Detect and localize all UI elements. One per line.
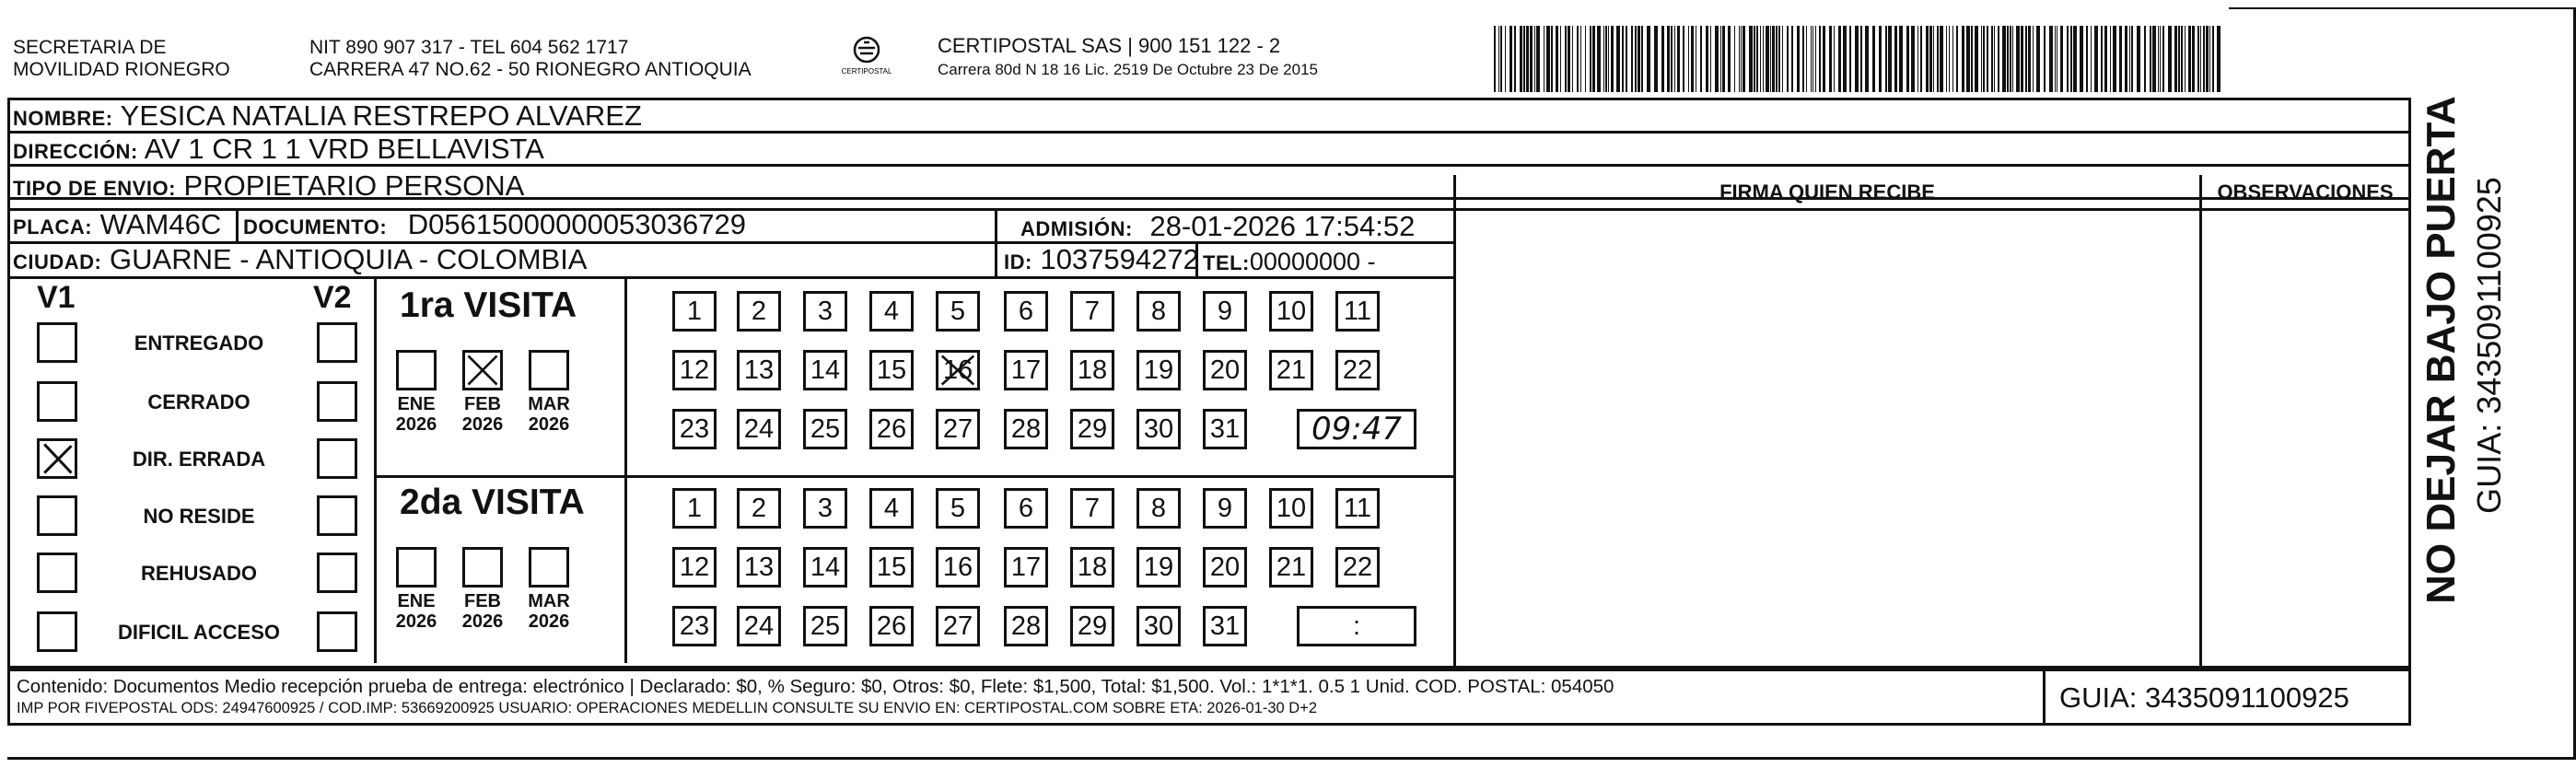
day-box[interactable] [737, 606, 781, 646]
day-number: 23 [679, 414, 710, 444]
placa-value: WAM46C [99, 208, 222, 240]
day-box[interactable] [672, 350, 717, 390]
day-number: 16 [942, 553, 973, 582]
month-label [384, 591, 449, 632]
day-number: 8 [1150, 297, 1167, 326]
side-warning: NO DEJAR BAJO PUERTA [2419, 96, 2464, 604]
day-number: 15 [876, 355, 907, 385]
visit-split-rule [374, 475, 1453, 478]
day-box[interactable] [869, 350, 914, 390]
tel-label: TEL: [1203, 251, 1250, 274]
day-number: 3 [817, 297, 833, 326]
day-box[interactable] [936, 547, 980, 588]
status-v1-checkbox[interactable] [37, 611, 77, 652]
id-value: 1037594272 [1040, 243, 1199, 275]
day-box[interactable] [869, 409, 914, 449]
day-box[interactable] [737, 547, 781, 588]
month-label [450, 394, 515, 435]
day-box[interactable] [1335, 547, 1380, 588]
courier-line1: CERTIPOSTAL SAS | 900 151 122 - 2 [938, 34, 1281, 57]
check-x-icon [465, 353, 500, 388]
ciudad-label: CIUDAD: [13, 250, 102, 273]
day-box[interactable] [1269, 547, 1313, 588]
day-box[interactable] [1269, 291, 1313, 332]
bottom-rule [7, 757, 2576, 760]
month-checkbox[interactable] [462, 547, 503, 588]
day-number: 22 [1342, 355, 1373, 385]
barcode [1494, 26, 2221, 92]
footer-line2: IMP POR FIVEPOSTAL ODS: 24947600925 / COD.IMP: 53669200925 USUARIO: OPERACIONES MEDELLIN CONSULTE SU ENVIO EN: CERTIPOSTAL.COM SOBRE ETA: 2026-01-30 D+2 [17, 700, 1318, 716]
month-name: FEB [464, 394, 501, 414]
day-number: 18 [1077, 355, 1108, 385]
month-checkbox[interactable] [462, 350, 503, 390]
day-box[interactable] [803, 488, 847, 529]
day-number: 15 [876, 553, 907, 582]
day-number: 10 [1276, 494, 1307, 523]
day-number: 4 [883, 494, 900, 523]
day-number: 4 [883, 297, 900, 326]
day-box[interactable] [803, 547, 847, 588]
day-box[interactable] [1004, 547, 1048, 588]
day-number: 31 [1209, 414, 1241, 444]
day-box[interactable] [1070, 409, 1114, 449]
day-number: 26 [876, 414, 907, 444]
day-box[interactable] [672, 606, 717, 646]
day-number: 27 [942, 414, 973, 444]
day-box[interactable] [1203, 409, 1247, 449]
direccion-label: DIRECCIÓN: [13, 140, 138, 163]
visit1-title: 1ra VISITA [400, 285, 577, 325]
v2-label: V2 [313, 280, 352, 315]
admision-value: 28-01-2026 17:54:52 [1149, 210, 1416, 242]
day-box[interactable] [737, 350, 781, 390]
day-number: 1 [686, 297, 703, 326]
day-box[interactable] [1070, 350, 1114, 390]
month-label [517, 394, 581, 435]
check-x-icon [938, 353, 977, 388]
month-name: MAR [528, 591, 570, 611]
ciudad-value: GUARNE - ANTIOQUIA - COLOMBIA [110, 243, 588, 275]
day-box[interactable] [936, 350, 980, 390]
day-number: 1 [686, 494, 703, 523]
day-number: 24 [743, 414, 775, 444]
day-box[interactable] [869, 547, 914, 588]
day-number: 11 [1343, 494, 1372, 523]
courier-line2: Carrera 80d N 18 16 Lic. 2519 De Octubre 23 De 2015 [938, 61, 1318, 78]
day-box[interactable] [1136, 350, 1181, 390]
day-box[interactable] [1136, 488, 1181, 529]
month-checkbox[interactable] [396, 547, 437, 588]
day-number: 25 [810, 611, 841, 641]
documento-label: DOCUMENTO: [243, 215, 388, 239]
day-number: 9 [1217, 494, 1233, 523]
day-box[interactable] [1136, 606, 1181, 646]
day-box[interactable] [672, 409, 717, 449]
month-name: ENE [397, 394, 436, 414]
certipostal-logo [836, 33, 897, 81]
org-nit-line: NIT 890 907 317 - TEL 604 562 1717 [309, 37, 629, 58]
day-number: 3 [817, 494, 833, 523]
logo-text: CERTIPOSTAL [841, 67, 892, 76]
day-number: 25 [810, 414, 841, 444]
admision-label: ADMISIÓN: [1020, 217, 1133, 240]
status-option-label: CERRADO [147, 390, 251, 413]
day-box[interactable] [672, 291, 717, 332]
status-v1-checkbox[interactable] [37, 322, 77, 363]
status-v2-checkbox[interactable] [317, 553, 357, 593]
day-box[interactable] [1269, 488, 1313, 529]
nombre-value: YESICA NATALIA RESTREPO ALVAREZ [120, 99, 642, 132]
day-number: 21 [1276, 553, 1307, 582]
day-box[interactable] [1004, 606, 1048, 646]
day-box[interactable] [1203, 350, 1247, 390]
day-box[interactable] [1070, 291, 1114, 332]
org-name-line1: SECRETARIA DE [13, 37, 167, 58]
day-box[interactable] [1203, 291, 1247, 332]
direccion-value: AV 1 CR 1 1 VRD BELLAVISTA [144, 133, 544, 165]
day-number: 17 [1010, 553, 1042, 582]
day-number: 5 [950, 297, 966, 326]
month-year: 2026 [528, 611, 570, 632]
status-v1-checkbox[interactable] [37, 553, 77, 593]
day-number: 27 [942, 611, 973, 641]
day-number: 31 [1209, 611, 1241, 641]
month-checkbox[interactable] [529, 350, 569, 390]
status-v1-checkbox[interactable] [37, 381, 77, 422]
day-box[interactable] [1335, 291, 1380, 332]
day-box[interactable] [936, 606, 980, 646]
day-number: 13 [743, 355, 775, 385]
status-v1-checkbox[interactable] [37, 495, 77, 536]
day-box[interactable] [1004, 350, 1048, 390]
month-name: MAR [528, 394, 570, 414]
day-number: 12 [679, 355, 710, 385]
day-number: 17 [1010, 355, 1042, 385]
day-box[interactable] [1269, 350, 1313, 390]
month-year: 2026 [461, 414, 504, 435]
footer-guia: GUIA: 3435091100925 [2059, 681, 2349, 714]
day-box[interactable] [1070, 488, 1114, 529]
id-row [1004, 243, 1199, 279]
day-number: 2 [751, 297, 767, 326]
col-header-rule [1455, 208, 2411, 211]
status-option-label: DIR. ERRADA [132, 448, 266, 471]
status-option-label: REHUSADO [141, 562, 257, 585]
day-box[interactable] [869, 488, 914, 529]
org-name-line2: MOVILIDAD RIONEGRO [13, 59, 230, 80]
day-box[interactable] [936, 409, 980, 449]
admision-divider [995, 208, 997, 276]
day-box[interactable] [737, 488, 781, 529]
visit-mid-rule [624, 276, 627, 663]
day-number: 28 [1010, 414, 1042, 444]
time-value: : [1352, 611, 1361, 641]
firma-divider [1453, 175, 1456, 670]
day-box[interactable] [803, 606, 847, 646]
day-box[interactable] [803, 291, 847, 332]
tel-row [1203, 245, 1376, 280]
direccion-row [13, 133, 544, 169]
day-box[interactable] [1203, 547, 1247, 588]
ciudad-row [13, 243, 587, 279]
day-box[interactable] [672, 547, 717, 588]
placa-divider [236, 208, 239, 241]
day-number: 28 [1010, 611, 1042, 641]
day-number: 29 [1077, 414, 1108, 444]
day-number: 19 [1143, 553, 1174, 582]
day-number: 7 [1084, 494, 1101, 523]
day-box[interactable] [1004, 488, 1048, 529]
time-box[interactable] [1297, 409, 1416, 449]
day-box[interactable] [936, 488, 980, 529]
day-number: 7 [1084, 297, 1101, 326]
day-number: 13 [743, 553, 775, 582]
tel-value: 00000000 - [1249, 248, 1376, 275]
status-option-label: DIFICIL ACCESO [117, 621, 280, 644]
day-number: 9 [1217, 297, 1233, 326]
day-number: 19 [1143, 355, 1174, 385]
day-box[interactable] [803, 350, 847, 390]
day-box[interactable] [1136, 547, 1181, 588]
day-number: 21 [1276, 355, 1307, 385]
footer-divider [2043, 669, 2046, 726]
tipo-label: TIPO DE ENVIO: [13, 177, 176, 200]
status-v2-checkbox[interactable] [317, 322, 357, 363]
day-box[interactable] [1004, 409, 1048, 449]
day-box[interactable] [1136, 291, 1181, 332]
month-name: ENE [397, 591, 436, 611]
month-year: 2026 [461, 611, 504, 632]
status-v2-checkbox[interactable] [317, 381, 357, 422]
day-number: 14 [810, 553, 841, 582]
footer-line1: Contenido: Documentos Medio recepción prueba de entrega: electrónico | Declarado: $0, % Seguro: $0, Otros: $0, Flete: $1,500, Total: $1,500. Vol.: 1*1*1. 0.5 1 Unid. COD. POSTAL: 054050 [17, 676, 1614, 697]
day-box[interactable] [1070, 547, 1114, 588]
day-box[interactable] [869, 606, 914, 646]
day-box[interactable] [1004, 291, 1048, 332]
day-number: 16 [942, 355, 973, 385]
day-number: 14 [810, 355, 841, 385]
month-label [384, 394, 449, 435]
day-number: 11 [1343, 297, 1372, 326]
day-number: 30 [1143, 611, 1174, 641]
firma-header: FIRMA QUIEN RECIBE [1719, 180, 1935, 204]
time-box[interactable] [1297, 606, 1416, 646]
day-box[interactable] [1070, 606, 1114, 646]
documento-row [243, 208, 746, 244]
time-value: 09:47 [1311, 411, 1402, 448]
tipo-value: PROPIETARIO PERSONA [183, 169, 525, 202]
day-number: 12 [679, 553, 710, 582]
side-guia: GUIA: 3435091100925 [2470, 177, 2508, 514]
status-option-label: ENTREGADO [134, 332, 264, 355]
tipo-row [13, 169, 524, 205]
placa-label: PLACA: [13, 215, 93, 239]
day-number: 5 [950, 494, 966, 523]
day-box[interactable] [936, 291, 980, 332]
status-option-label: NO RESIDE [143, 505, 255, 528]
admision-row [1020, 210, 1415, 246]
status-v2-checkbox[interactable] [317, 438, 357, 479]
day-number: 8 [1150, 494, 1167, 523]
month-year: 2026 [395, 611, 437, 632]
day-box[interactable] [1335, 350, 1380, 390]
day-number: 2 [751, 494, 767, 523]
org-address-line: CARRERA 47 NO.62 - 50 RIONEGRO ANTIOQUIA [309, 59, 752, 80]
obs-divider [2199, 175, 2202, 670]
month-year: 2026 [528, 414, 570, 435]
month-year: 2026 [395, 414, 437, 435]
day-box[interactable] [869, 291, 914, 332]
nombre-row [13, 99, 642, 135]
day-box[interactable] [672, 488, 717, 529]
visit-left-rule [374, 276, 377, 663]
day-number: 29 [1077, 611, 1108, 641]
day-number: 23 [679, 611, 710, 641]
observaciones-header: OBSERVACIONES [2217, 180, 2394, 204]
day-number: 18 [1077, 553, 1108, 582]
day-box[interactable] [803, 409, 847, 449]
day-number: 26 [876, 611, 907, 641]
month-checkbox[interactable] [396, 350, 437, 390]
status-v2-checkbox[interactable] [317, 611, 357, 652]
month-label [517, 591, 581, 632]
day-box[interactable] [737, 291, 781, 332]
v1-label: V1 [37, 280, 76, 315]
status-v1-checkbox[interactable] [37, 438, 77, 479]
month-name: FEB [464, 591, 501, 611]
day-number: 22 [1342, 553, 1373, 582]
day-number: 6 [1018, 297, 1034, 326]
top-rule [2229, 7, 2576, 9]
day-number: 20 [1209, 553, 1241, 582]
id-label: ID: [1004, 250, 1032, 273]
day-number: 20 [1209, 355, 1241, 385]
day-box[interactable] [1335, 488, 1380, 529]
day-box[interactable] [737, 409, 781, 449]
month-label [450, 591, 515, 632]
day-box[interactable] [1203, 606, 1247, 646]
visit2-title: 2da VISITA [400, 483, 585, 522]
day-box[interactable] [1203, 488, 1247, 529]
nombre-label: NOMBRE: [13, 107, 113, 130]
day-number: 24 [743, 611, 775, 641]
day-number: 10 [1276, 297, 1307, 326]
day-number: 6 [1018, 494, 1034, 523]
placa-row [13, 208, 221, 244]
day-box[interactable] [1136, 409, 1181, 449]
documento-value: D05615000000053036729 [407, 208, 746, 240]
check-x-icon [40, 441, 75, 476]
month-checkbox[interactable] [529, 547, 569, 588]
day-number: 30 [1143, 414, 1174, 444]
status-v2-checkbox[interactable] [317, 495, 357, 536]
